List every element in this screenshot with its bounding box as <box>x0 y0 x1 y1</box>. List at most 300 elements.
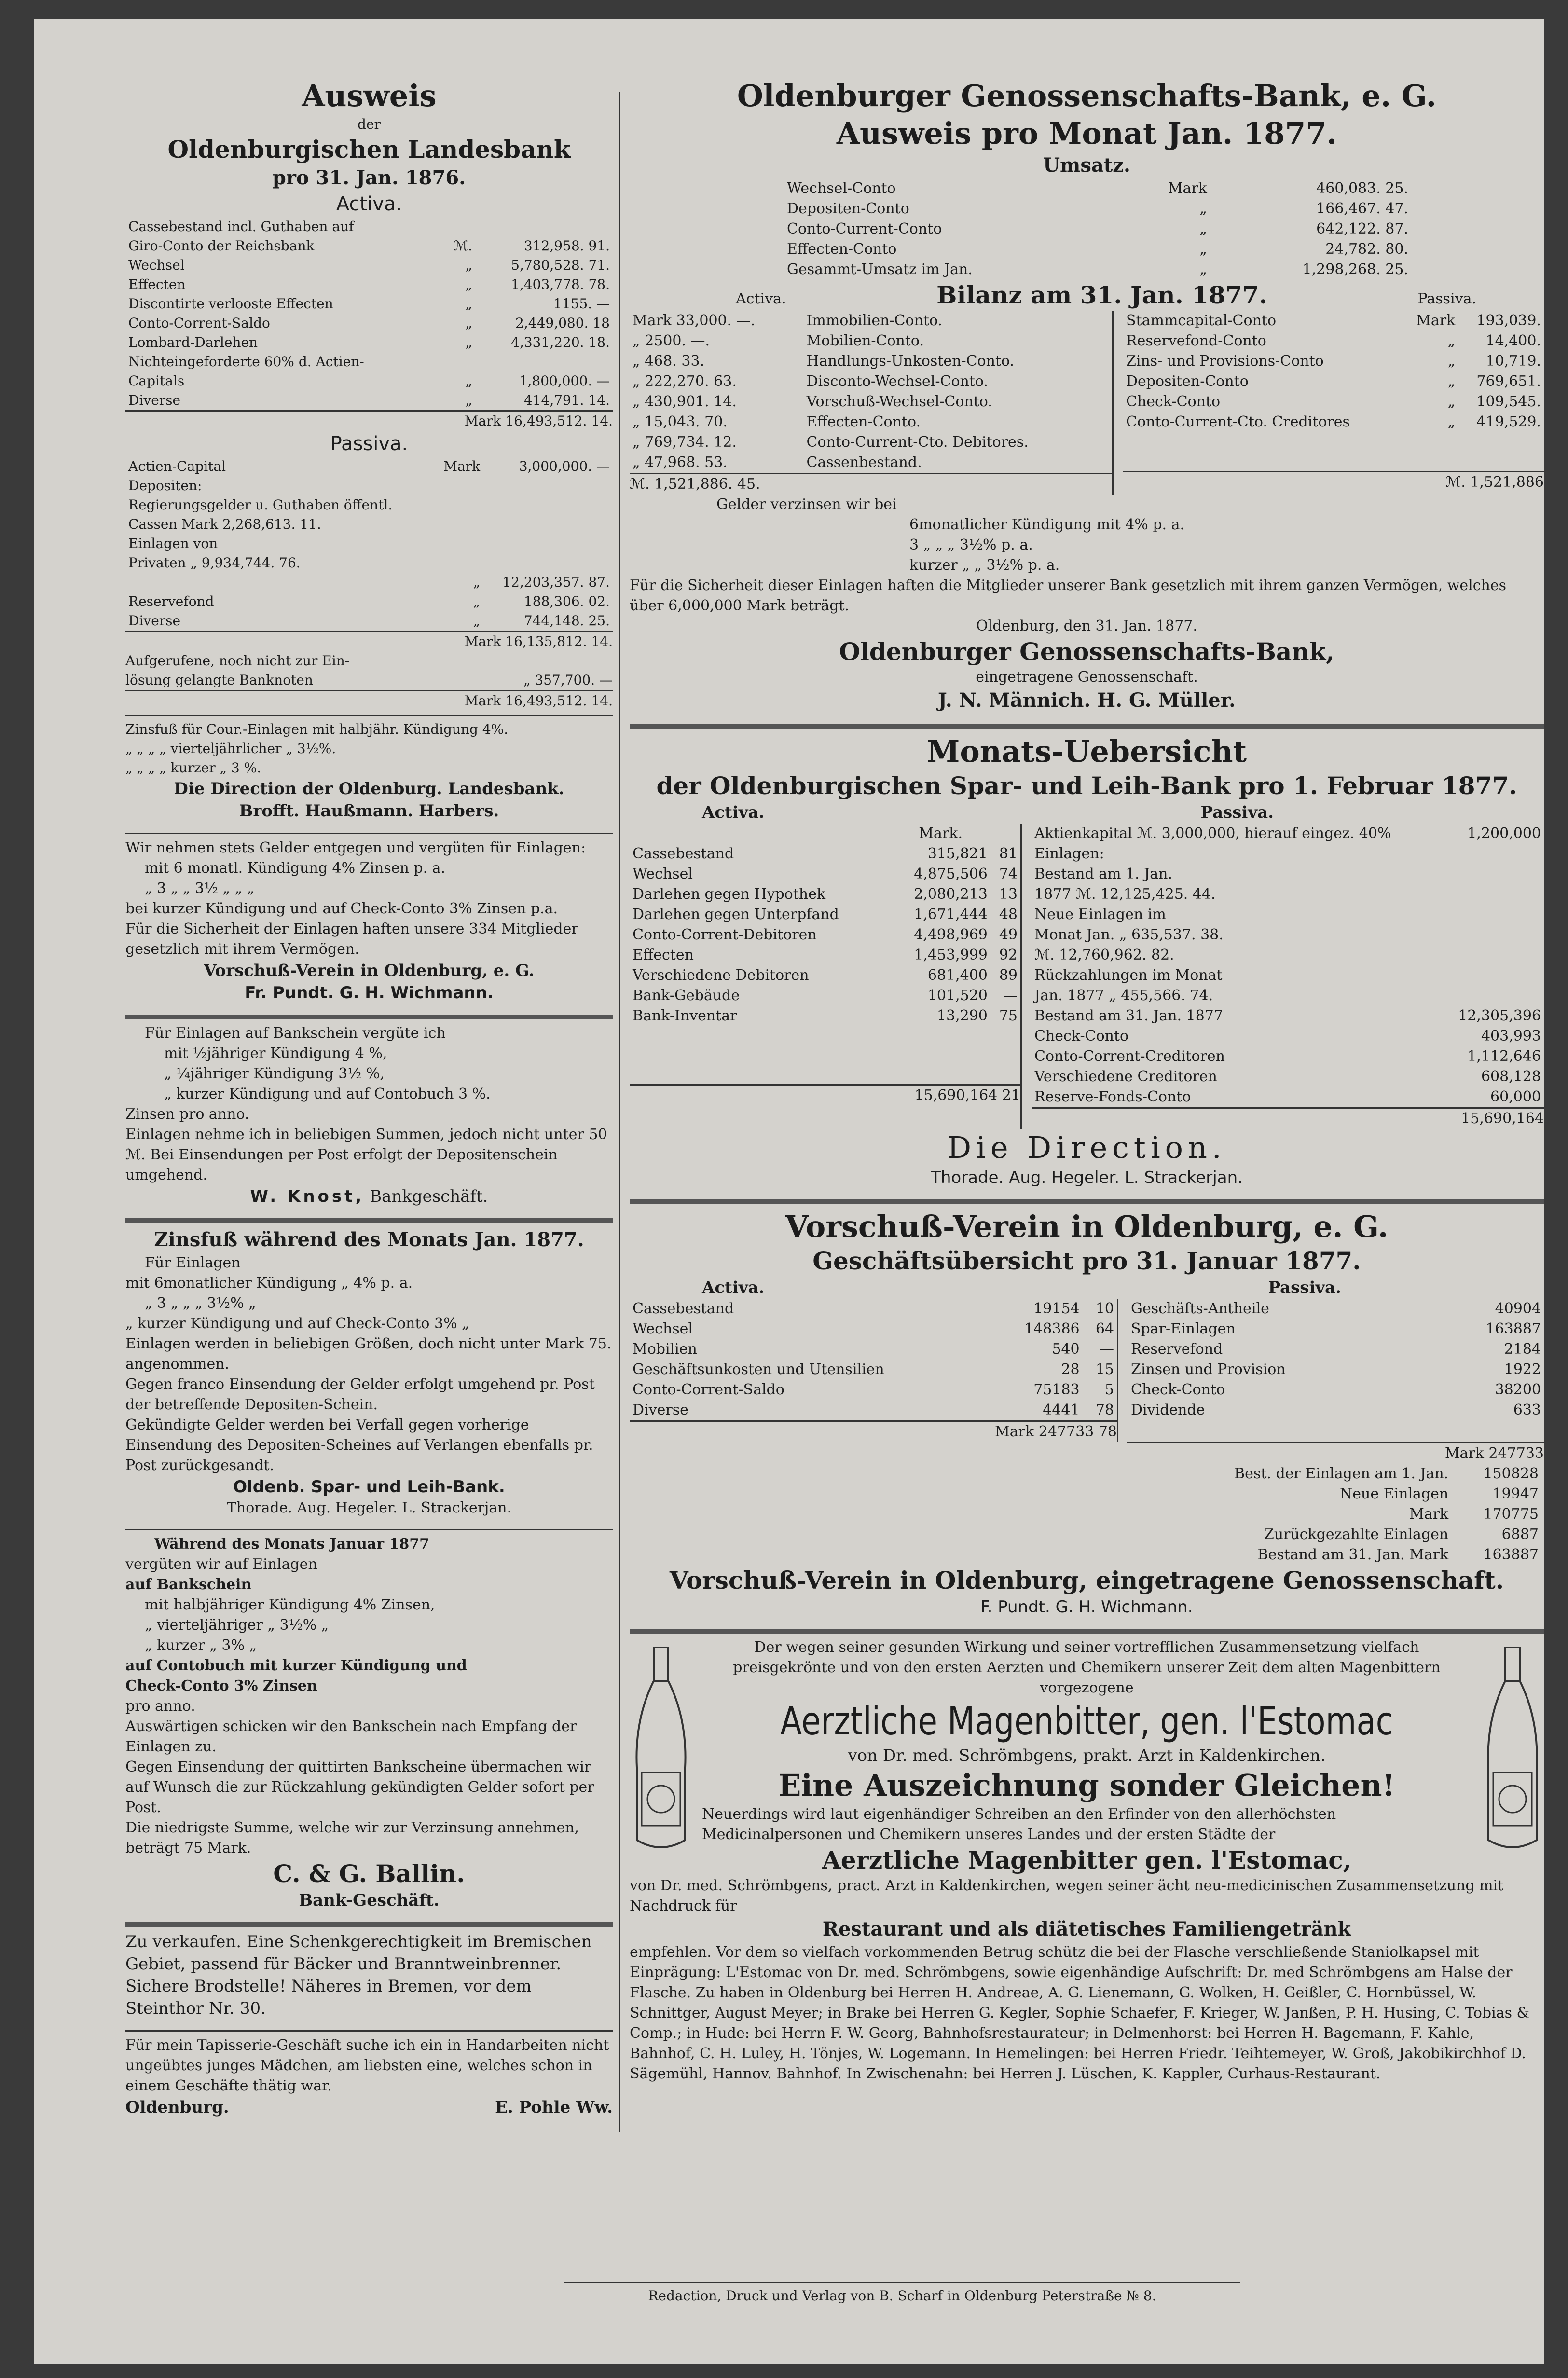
genossenschaft-umsatz-row <box>784 179 1411 199</box>
monats-passiva-row-amount: 1,112,646 <box>1467 1048 1541 1065</box>
vorschuss-line-row <box>1127 1545 1541 1565</box>
knost-p5: Zinsen pro anno. <box>125 1106 249 1123</box>
genossenschaft-activa-total: ℳ. 1,521,886. 45. <box>630 473 1112 495</box>
vorschuss-sign: Fr. Pundt. G. H. Wichmann. <box>245 983 494 1003</box>
genossenschaft-umsatz-row-label: Depositen-Conto <box>787 200 909 217</box>
landesbank-passiva-row-label: Diverse <box>128 613 181 629</box>
landesbank-activa-row-amount: 1155. — <box>553 296 610 312</box>
vorschuss-report-header <box>630 1277 1544 1299</box>
ballin-p1: Während des Monats Januar 1877 <box>154 1536 429 1553</box>
magenbitter-p1: Neuerdings wird laut eigenhändiger Schreiben an den Erfinder von den allerhöchsten Medicinalpersonen und Chemikern unseres Landes und der ersten Städte der <box>702 1806 1336 1843</box>
vorschuss-passiva-row-int: 1922 <box>1504 1361 1541 1378</box>
vorschuss-activa-row <box>630 1319 1117 1339</box>
monats-activa-label: Activa. <box>702 803 765 822</box>
landesbank-aufgerufene-row <box>125 671 613 690</box>
ballin-suffix: Bank-Geschäft. <box>299 1891 440 1910</box>
sparbank-p6: Gegen franco Einsendung der Gelder erfolgt umgehend pr. Post der betreffende Depositen-Schein. <box>125 1376 595 1413</box>
landesbank-passiva-total: Mark 16,493,512. 14. <box>125 690 613 711</box>
vorschuss-line-row-text: Best. der Einlagen am 1. Jan. <box>1234 1465 1449 1482</box>
vorschuss-p4: bei kurzer Kündigung und auf Check-Conto 3% Zinsen p.a. <box>125 900 558 917</box>
landesbank-passiva-row <box>125 495 613 515</box>
genossenschaft-passiva-row-cur: „ <box>1447 373 1456 390</box>
monats-activa-row-label: Bank-Gebäude <box>633 987 740 1004</box>
genossenschaft-passiva-row-label: Stammcapital-Conto <box>1126 312 1277 329</box>
monats-passiva-row <box>1032 1046 1544 1067</box>
monats-passiva-row-amount <box>1443 925 1544 945</box>
genossenschaft-p5: Für die Sicherheit dieser Einlagen haften die Mitglieder unserer Bank gesetzlich mit ihrem ganzen Vermögen, welches über 6,000,000 Mark beträgt. <box>630 577 1507 614</box>
monats-activa-row-label: Cassebestand <box>633 845 734 862</box>
genossenschaft-name: Oldenburger Genossenschafts-Bank, <box>839 637 1334 666</box>
landesbank-title: Ausweis <box>302 78 437 113</box>
vorschuss-report-name: Vorschuß-Verein in Oldenburg, eingetragene Genossenschaft. <box>669 1566 1504 1594</box>
genossenschaft-passiva-row-label: Conto-Current-Cto. Creditores <box>1126 413 1350 430</box>
genossenschaft-umsatz-row <box>784 260 1411 280</box>
tapisserie-place: Oldenburg. <box>125 2098 229 2117</box>
landesbank-activa-row-label: Wechsel <box>128 257 185 273</box>
landesbank-passiva-row-amount <box>483 515 613 534</box>
landesbank-activa-row-cur: „ <box>465 392 472 408</box>
landesbank-passiva-row-amount <box>483 476 613 495</box>
monats-passiva-row-text: Bestand am 31. Jan. 1877 <box>1034 1007 1223 1024</box>
monats-activa-row-dec: 49 <box>999 926 1018 943</box>
monats-passiva-row-text: Neue Einlagen im <box>1034 906 1166 923</box>
vorschuss-line-row <box>1127 1484 1541 1504</box>
landesbank-activa-row-cur <box>443 217 475 236</box>
vorschuss-activa-row <box>630 1360 1117 1380</box>
genossenschaft-p4: kurzer „ „ 3½% p. a. <box>909 557 1060 574</box>
landesbank-activa-row-cur: „ <box>465 334 472 350</box>
genossenschaft-passiva-row <box>1123 412 1544 432</box>
monats-activa-row <box>630 1006 1020 1026</box>
monats-activa-row-int: 101,520 <box>927 987 988 1004</box>
landesbank-passiva-row-cur: „ <box>473 574 481 590</box>
monats-passiva-row-text: Verschiedene Creditoren <box>1034 1068 1217 1085</box>
monats-passiva-label: Passiva. <box>1200 803 1274 822</box>
bottle-left-icon <box>630 1647 692 1855</box>
landesbank-zins-1: Zinsfuß für Cour.-Einlagen mit halbjähr. Kündigung 4%. <box>125 721 509 737</box>
landesbank-passiva-subtotal: Mark 16,135,812. 14. <box>125 631 613 651</box>
landesbank-activa-row-amount: 1,403,778. 78. <box>511 276 610 292</box>
vorschuss-report-passiva <box>1118 1299 1544 1442</box>
genossenschaft-umsatz-row-label: Wechsel-Conto <box>787 180 896 197</box>
genossenschaft-eg: eingetragene Genossenschaft. <box>976 669 1198 686</box>
landesbank-date: pro 31. Jan. 1876. <box>272 166 466 189</box>
divider <box>125 1922 613 1927</box>
knost-p1: Für Einlagen auf Bankschein vergüte ich <box>145 1025 446 1042</box>
landesbank-names: Brofft. Haußmann. Harbers. <box>239 801 499 821</box>
vorschuss-report-passiva-total: Mark 247733 <box>1127 1442 1544 1464</box>
magenbitter-intro: Der wegen seiner gesunden Wirkung und seiner vortrefflichen Zusammensetzung vielfach preisgekrönte und von den ersten Aerzten und Chemikern unserer Zeit dem alten Magenbittern vorgezogene <box>733 1639 1441 1696</box>
verkaufen-text: Zu verkaufen. Eine Schenkgerechtigkeit im Bremischen Gebiet, passend für Bäcker und Branntweinbrenner. Sichere Brodstelle! Näheres in Bremen, vor dem Steinthor Nr. 30. <box>125 1932 592 2018</box>
vorschuss-activa-row-int: 28 <box>1061 1361 1080 1378</box>
landesbank-passiva-row <box>125 534 613 553</box>
landesbank-activa-row-amount: 4,331,220. 18. <box>511 334 610 350</box>
sparbank-p4: „ kurzer Kündigung und auf Check-Conto 3% „ <box>125 1315 469 1332</box>
sparbank-p2: mit 6monatlicher Kündigung „ 4% p. a. <box>125 1275 413 1292</box>
landesbank-passiva-row <box>125 611 613 631</box>
vorschuss-activa-row-label: Wechsel <box>633 1320 693 1337</box>
genossenschaft-passiva-row <box>1123 392 1544 412</box>
vorschuss-line-row-amount: 19947 <box>1492 1485 1539 1502</box>
genossenschaft-subtitle: Ausweis pro Monat Jan. 1877. <box>836 116 1337 151</box>
monats-activa-row-int: 13,290 <box>936 1007 988 1024</box>
monats-activa-total: 15,690,164 <box>914 1087 998 1104</box>
vorschuss-activa-row-dec: 10 <box>1095 1300 1114 1317</box>
vorschuss-activa-row-int: 540 <box>1052 1341 1080 1358</box>
genossenschaft-p3: 3 „ „ „ 3½% p. a. <box>909 536 1033 553</box>
vorschuss-activa-row-int: 75183 <box>1033 1381 1080 1398</box>
monats-passiva-row-amount <box>1443 905 1544 925</box>
monats-passiva-row-text: Reserve-Fonds-Conto <box>1034 1088 1191 1105</box>
genossenschaft-activa-row <box>630 351 1112 371</box>
ballin-ad <box>125 1534 613 1911</box>
vorschuss-report-activa-label: Activa. <box>702 1278 765 1297</box>
genossenschaft-passiva-row-cur: „ <box>1447 332 1456 349</box>
monats-activa-row <box>630 986 1020 1006</box>
genossenschaft-passiva-row-cur: „ <box>1447 353 1456 370</box>
monats-subtitle: der Oldenburgischen Spar- und Leih-Bank pro 1. Februar 1877. <box>656 771 1517 800</box>
vorschuss-activa-row <box>630 1380 1117 1400</box>
magenbitter-title2: Aerztliche Magenbitter gen. l'Estomac, <box>822 1846 1352 1874</box>
vorschuss-passiva-row <box>1128 1400 1544 1420</box>
monats-activa-row-label: Conto-Corrent-Debitoren <box>633 926 817 943</box>
genossenschaft-umsatz-row <box>784 239 1411 260</box>
vorschuss-p3: „ 3 „ „ 3½ „ „ „ <box>145 880 255 897</box>
genossenschaft-sign: J. N. Männich. H. G. Müller. <box>937 689 1236 712</box>
genossenschaft-umsatz-row-cur: „ <box>1199 200 1207 217</box>
monats-passiva-row-text: Jan. 1877 „ 455,566. 74. <box>1034 987 1213 1004</box>
monats-activa-row-dec: — <box>1003 987 1018 1004</box>
landesbank-passiva-row-label: Actien-Capital <box>128 458 226 474</box>
landesbank-activa-label: Activa. <box>336 193 402 215</box>
landesbank-passiva-row-amount <box>483 495 613 515</box>
landesbank-passiva-row <box>125 592 613 611</box>
vorschuss-passiva-row <box>1128 1380 1544 1400</box>
vorschuss-report-sign: F. Pundt. G. H. Wichmann. <box>980 1597 1193 1617</box>
landesbank-passiva-row-label <box>125 573 435 592</box>
monats-passiva-row <box>1032 965 1544 986</box>
monats-passiva-total: 15,690,164 <box>1032 1107 1544 1129</box>
sparbank-p3: „ 3 „ „ „ 3½% „ <box>145 1295 256 1312</box>
genossenschaft-passiva-total: ℳ. 1,521,886 <box>1123 471 1544 493</box>
monats-direction: Die Direction. <box>947 1130 1226 1165</box>
vorschuss-passiva-row-label: Zinsen und Provision <box>1131 1361 1286 1378</box>
sparbank-title: Zinsfuß während des Monats Jan. 1877. <box>154 1228 584 1251</box>
knost-p2: mit ½jähriger Kündigung 4 %, <box>164 1045 387 1062</box>
ballin-p7: auf Contobuch mit kurzer Kündigung und <box>125 1657 467 1674</box>
ballin-p3: auf Bankschein <box>125 1576 252 1593</box>
monats-passiva-row-text: Check-Conto <box>1034 1028 1129 1045</box>
landesbank-activa-row-amount <box>475 217 613 236</box>
vorschuss-line-row <box>1127 1464 1541 1484</box>
monats-passiva-row <box>1032 1026 1544 1046</box>
genossenschaft-activa <box>630 311 1114 495</box>
vorschuss-report-title: Vorschuß-Verein in Oldenburg, e. G. <box>785 1209 1389 1244</box>
monats-activa-row <box>630 965 1020 986</box>
monats-activa-row-int: 4,498,969 <box>914 926 988 943</box>
monats-passiva-row-text: Monat Jan. „ 635,537. 38. <box>1034 926 1224 943</box>
footer-imprint: Redaction, Druck und Verlag von B. Scharf in Oldenburg Peterstraße № 8. <box>648 2288 1156 2304</box>
landesbank-activa-row-amount <box>475 352 613 371</box>
genossenschaft-activa-row <box>630 453 1112 473</box>
vorschuss-line-row-text: Zurückgezahlte Einlagen <box>1264 1526 1449 1543</box>
monats-tables <box>630 824 1544 1129</box>
landesbank-activa-row <box>125 275 613 294</box>
monats-activa-row-int: 1,671,444 <box>914 906 988 923</box>
genossenschaft-umsatz-row-amount: 642,122. 87. <box>1316 220 1408 237</box>
genossenschaft-passiva-row-label: Check-Conto <box>1126 393 1221 410</box>
bottle-right-icon <box>1481 1647 1544 1855</box>
landesbank-activa-row-amount: 2,449,080. 18 <box>515 315 610 331</box>
landesbank-aufgerufene-amount: „ 357,700. — <box>523 672 613 688</box>
landesbank-passiva-row-amount: 188,306. 02. <box>523 593 610 609</box>
monats-passiva-row <box>1032 884 1544 905</box>
landesbank-passiva-row-label: Depositen: <box>128 478 202 494</box>
genossenschaft-activa-row-amount: „ 2500. —. <box>633 332 710 349</box>
vorschuss-passiva-row-label: Dividende <box>1131 1402 1205 1418</box>
genossenschaft-passiva-row-cur: Mark <box>1416 312 1456 329</box>
genossenschaft-umsatz-table <box>784 179 1411 280</box>
magenbitter-title3: Restaurant und als diätetisches Familiengetränk <box>822 1918 1351 1940</box>
genossenschaft-activa-row <box>630 311 1112 331</box>
divider <box>630 1629 1544 1634</box>
monats-passiva-row-text: Aktienkapital ℳ. 3,000,000, hierauf eingez. 40% <box>1034 825 1391 842</box>
landesbank-activa-row-label: Diverse <box>128 392 181 408</box>
genossenschaft-passiva-row-amount: 14,400. <box>1485 332 1541 349</box>
landesbank-aufgerufene: Aufgerufene, noch nicht zur Ein- <box>125 653 350 669</box>
genossenschaft-activa-row-label: Immobilien-Conto. <box>806 312 943 329</box>
monats-passiva-row-amount: 12,305,396 <box>1458 1007 1541 1024</box>
vorschuss-p5: Für die Sicherheit der Einlagen haften unsere 334 Mitglieder gesetzlich mit ihrem Vermögen. <box>125 921 578 958</box>
landesbank-activa-row <box>125 294 613 314</box>
monats-passiva-row <box>1032 1006 1544 1026</box>
genossenschaft-activa-row-label: Disconto-Wechsel-Conto. <box>806 373 988 390</box>
landesbank-activa-row-cur: „ <box>465 373 472 389</box>
monats-activa-row-dec: 74 <box>999 866 1018 882</box>
genossenschaft-passiva-row-amount: 419,529. <box>1476 413 1541 430</box>
vorschuss-passiva-row-label: Check-Conto <box>1131 1381 1225 1398</box>
knost-ad <box>125 1023 613 1208</box>
monats-header <box>630 801 1544 824</box>
landesbank-passiva-row <box>125 457 613 476</box>
genossenschaft-activa-row-amount: „ 15,043. 70. <box>633 413 728 430</box>
monats-title: Monats-Uebersicht <box>926 734 1247 769</box>
genossenschaft-passiva-row <box>1123 311 1544 331</box>
vorschuss-line-row-text: Mark <box>1409 1506 1449 1523</box>
monats-activa-row-int: 1,453,999 <box>914 947 988 963</box>
genossenschaft-bilanz-header <box>630 280 1544 311</box>
landesbank-activa-row-label: Lombard-Darlehen <box>128 334 258 350</box>
genossenschaft-bilanz-label: Bilanz am 31. Jan. 1877. <box>936 281 1267 309</box>
landesbank-activa-row-cur: „ <box>465 315 472 331</box>
knost-sign <box>125 1185 613 1208</box>
vorschuss-line-row-amount: 150828 <box>1483 1465 1539 1482</box>
monats-passiva-row-amount: 608,128 <box>1481 1068 1541 1085</box>
genossenschaft-p1: Gelder verzinsen wir bei <box>716 496 897 513</box>
right-column <box>630 77 1544 2095</box>
vorschuss-line-row-amount: 6887 <box>1501 1526 1539 1543</box>
landesbank-report <box>125 77 613 822</box>
vorschuss-passiva-row-int: 2184 <box>1504 1341 1541 1358</box>
landesbank-passiva-row-label: Einlagen von <box>128 536 218 551</box>
monats-activa-row-dec: 89 <box>999 967 1018 984</box>
monats-passiva-row-text: ℳ. 12,760,962. 82. <box>1034 947 1174 963</box>
genossenschaft-passiva-row-label: Depositen-Conto <box>1126 373 1249 390</box>
monats-activa-row <box>630 945 1020 965</box>
knost-p6: Einlagen nehme ich in beliebigen Summen, jedoch nicht unter 50 ℳ. Bei Einsendungen per Post erfolgt der Depositenschein umgehend. <box>125 1126 607 1183</box>
genossenschaft-umsatz-row-label: Gesammt-Umsatz im Jan. <box>787 261 973 278</box>
genossenschaft-activa-row <box>630 432 1112 453</box>
genossenschaft-activa-row-amount: Mark 33,000. —. <box>633 312 756 329</box>
landesbank-activa-row-label: Effecten <box>128 276 186 292</box>
genossenschaft-activa-label: Activa. <box>736 290 786 307</box>
vorschuss-activa-row-label: Conto-Corrent-Saldo <box>633 1381 784 1398</box>
monats-activa-total-row <box>630 1084 1020 1106</box>
monats-passiva-row <box>1032 1087 1544 1107</box>
monats-activa-row-dec: 75 <box>999 1007 1018 1024</box>
genossenschaft-activa-row <box>630 371 1112 392</box>
monats-passiva-row-text: Conto-Corrent-Creditoren <box>1034 1048 1225 1065</box>
monats-activa-row-label: Verschiedene Debitoren <box>633 967 809 984</box>
divider <box>630 724 1544 729</box>
vorschuss-activa-row-label: Cassebestand <box>633 1300 734 1317</box>
genossenschaft-passiva-row-label: Reservefond-Conto <box>1126 332 1266 349</box>
ballin-p5: „ vierteljähriger „ 3½% „ <box>145 1617 329 1634</box>
sparbank-sign: Thorade. Aug. Hegeler. L. Strackerjan. <box>226 1499 512 1516</box>
monats-passiva-row <box>1032 945 1544 965</box>
genossenschaft-umsatz-row-cur: „ <box>1199 261 1207 278</box>
monats-activa-total-dec: 21 <box>1002 1087 1020 1104</box>
landesbank-aufgerufene-label: lösung gelangte Banknoten <box>125 672 313 688</box>
landesbank-passiva-row-cur <box>435 515 483 534</box>
monats-passiva-row-amount <box>1443 965 1544 986</box>
ballin-p4: mit halbjähriger Kündigung 4% Zinsen, <box>145 1596 435 1613</box>
monats-passiva-row-text: Rückzahlungen im Monat <box>1034 967 1223 984</box>
landesbank-passiva-row-amount: 744,148. 25. <box>523 613 610 629</box>
monats-activa-row-label: Effecten <box>633 947 694 963</box>
vorschuss-passiva-row <box>1128 1299 1544 1319</box>
genossenschaft-passiva-row <box>1123 331 1544 351</box>
vorschuss-line-row <box>1127 1525 1541 1545</box>
genossenschaft-umsatz-row-amount: 1,298,268. 25. <box>1302 261 1408 278</box>
landesbank-activa-row-amount: 414,791. 14. <box>523 392 610 408</box>
ballin-p6: „ kurzer „ 3% „ <box>145 1637 257 1654</box>
landesbank-zins-3: „ „ „ „ kurzer „ 3 %. <box>125 760 261 776</box>
genossenschaft-passiva-row-amount: 193,039. <box>1476 312 1541 329</box>
monats-activa-row-int: 2,080,213 <box>914 886 988 903</box>
genossenschaft-umsatz-row-amount: 24,782. 80. <box>1325 241 1408 258</box>
genossenschaft-p2: 6monatlicher Kündigung mit 4% p. a. <box>909 516 1185 533</box>
genossenschaft-activa-row <box>630 412 1112 432</box>
sparbank-p5: Einlagen werden in beliebigen Größen, doch nicht unter Mark 75. angenommen. <box>125 1335 612 1373</box>
monats-passiva <box>1022 824 1544 1129</box>
genossenschaft-activa-row <box>630 331 1112 351</box>
monats-passiva-row-amount <box>1443 986 1544 1006</box>
magenbitter-p2: von Dr. med. Schrömbgens, pract. Arzt in Kaldenkirchen, wegen seiner ächt neu-medicinischen Zusammensetzung mit Nachdruck für <box>630 1877 1504 1914</box>
genossenschaft-bilanz <box>630 311 1544 495</box>
monats-mark-label: Mark. <box>919 825 963 842</box>
divider <box>125 1529 613 1530</box>
landesbank-direction: Die Direction der Oldenburg. Landesbank. <box>174 779 564 798</box>
landesbank-activa-row-cur <box>443 352 475 371</box>
monats-passiva-row-amount: 60,000 <box>1490 1088 1541 1105</box>
landesbank-passiva-row-cur <box>435 495 483 515</box>
vorschuss-report-lines <box>1127 1464 1541 1565</box>
monats-activa-row-dec: 81 <box>999 845 1018 862</box>
vorschuss-passiva-row-label: Reservefond <box>1131 1341 1223 1358</box>
landesbank-activa-row-amount: 1,800,000. — <box>519 373 610 389</box>
monats-activa-row-dec: 48 <box>999 906 1018 923</box>
monats-passiva-row <box>1032 905 1544 925</box>
genossenschaft-report <box>630 77 1544 714</box>
vorschuss-activa-row-dec: 15 <box>1095 1361 1114 1378</box>
landesbank-activa-row-label: Cassebestand incl. Guthaben auf <box>128 219 354 234</box>
vorschuss-activa-row <box>630 1339 1117 1360</box>
monats-activa-row <box>630 884 1020 905</box>
vorschuss-activa-row <box>630 1400 1117 1420</box>
landesbank-activa-row-label: Giro-Conto der Reichsbank <box>128 238 315 254</box>
genossenschaft-activa-row-label: Handlungs-Unkosten-Conto. <box>806 353 1015 370</box>
monats-activa <box>630 824 1022 1129</box>
landesbank-activa-row <box>125 352 613 371</box>
landesbank-passiva-row-label: Reservefond <box>128 593 214 609</box>
vorschuss-p2: mit 6 monatl. Kündigung 4% Zinsen p. a. <box>145 860 446 877</box>
monats-passiva-row-amount <box>1443 864 1544 884</box>
monats-activa-row-label: Darlehen gegen Hypothek <box>633 886 826 903</box>
genossenschaft-activa-row-amount: „ 47,968. 53. <box>633 454 728 471</box>
genossenschaft-umsatz-row-cur: „ <box>1199 241 1207 258</box>
genossenschaft-activa-row-amount: „ 222,270. 63. <box>633 373 737 390</box>
vorschuss-name: Vorschuß-Verein in Oldenburg, e. G. <box>204 961 535 980</box>
genossenschaft-umsatz-row-amount: 166,467. 47. <box>1316 200 1408 217</box>
knost-name: W. Knost, <box>250 1187 365 1206</box>
monats-passiva-row-amount: 403,993 <box>1481 1028 1541 1045</box>
landesbank-passiva-row-cur <box>435 534 483 553</box>
genossenschaft-passiva-row <box>1123 371 1544 392</box>
monats-passiva-row-amount <box>1443 884 1544 905</box>
landesbank-passiva-label: Passiva. <box>330 433 408 455</box>
magenbitter-author: von Dr. med. Schrömbgens, prakt. Arzt in Kaldenkirchen. <box>848 1746 1326 1765</box>
monats-passiva-row <box>1032 824 1544 844</box>
vorschuss-ad <box>125 838 613 1004</box>
landesbank-activa-row <box>125 314 613 333</box>
knost-p3: „ ¼jähriger Kündigung 3½ %, <box>164 1065 385 1082</box>
monats-passiva-row <box>1032 1067 1544 1087</box>
landesbank-activa-row-amount: 5,780,528. 71. <box>511 257 610 273</box>
genossenschaft-activa-row-label: Cassenbestand. <box>806 454 922 471</box>
landesbank-passiva-row-label: Cassen Mark 2,268,613. 11. <box>128 516 321 532</box>
vorschuss-passiva-row <box>1128 1360 1544 1380</box>
footer-rule <box>564 2282 1240 2306</box>
vorschuss-line-row-text: Neue Einlagen <box>1340 1485 1449 1502</box>
ballin-p10: Auswärtigen schicken wir den Bankschein nach Empfang der Einlagen zu. <box>125 1718 577 1755</box>
landesbank-passiva-row <box>125 515 613 534</box>
vorschuss-report-activa-total-dec: 78 <box>1098 1423 1117 1440</box>
divider <box>125 1015 613 1019</box>
landesbank-passiva-row-label: Regierungsgelder u. Guthaben öffentl. <box>128 497 393 513</box>
genossenschaft-umsatz-row-cur: „ <box>1199 220 1207 237</box>
vorschuss-activa-row-dec: 5 <box>1104 1381 1114 1398</box>
vorschuss-passiva-row-int: 633 <box>1513 1402 1541 1418</box>
genossenschaft-umsatz-row <box>784 219 1411 239</box>
vorschuss-report-activa-total-row <box>630 1420 1117 1442</box>
vorschuss-activa-row-int: 4441 <box>1043 1402 1080 1418</box>
landesbank-activa-row <box>125 371 613 391</box>
vorschuss-report-activa <box>630 1299 1118 1442</box>
knost-suffix: Bankgeschäft. <box>370 1187 488 1206</box>
landesbank-passiva-row <box>125 553 613 573</box>
ballin-p8: Check-Conto 3% Zinsen <box>125 1677 317 1694</box>
